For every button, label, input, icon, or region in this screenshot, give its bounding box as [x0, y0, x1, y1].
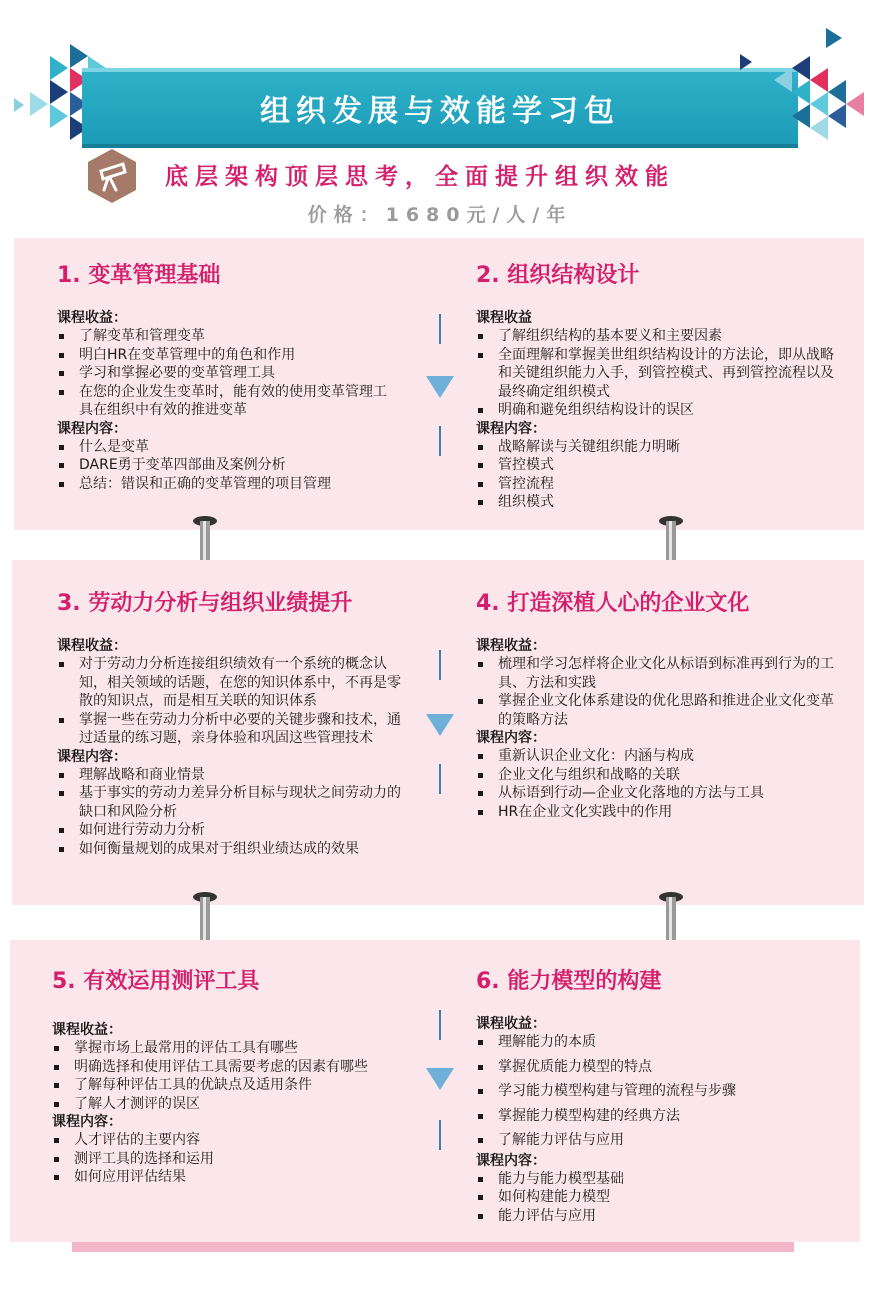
list-item: 管控流程	[476, 475, 838, 494]
benefits-list	[476, 327, 838, 420]
list-item: 基于事实的劳动力差异分析目标与现状之间劳动力的缺口和风险分析	[57, 784, 409, 821]
benefits-list	[52, 1039, 412, 1113]
content-list	[52, 1131, 412, 1187]
list-item: 能力与能力模型基础	[476, 1170, 838, 1189]
module-2	[476, 258, 838, 512]
benefits-label: 课程收益：	[57, 638, 127, 654]
list-item: 总结：错误和正确的变革管理的项目管理	[57, 475, 392, 494]
right-triangle-pattern-icon	[730, 20, 870, 155]
list-item: 能力评估与应用	[476, 1207, 838, 1226]
content-label: 课程内容：	[476, 730, 546, 746]
list-item: 组织模式	[476, 493, 838, 512]
list-item: 掌握能力模型构建的经典方法	[476, 1107, 838, 1126]
list-item: 全面理解和掌握美世组织结构设计的方法论，即从战略和关键组织能力入手，到管控模式、再到管控流程以及最终确定组织模式	[476, 346, 838, 402]
benefits-label: 课程收益：	[52, 1022, 122, 1038]
content-label: 课程内容：	[57, 420, 127, 437]
list-item: 从标语到行动—企业文化落地的方法与工具	[476, 784, 838, 803]
list-item: 了解人才测评的误区	[52, 1095, 412, 1114]
telescope-icon	[84, 148, 140, 204]
list-item: 梳理和学习怎样将企业文化从标语到标准再到行为的工具、方法和实践	[476, 655, 838, 692]
module-title: 6. 能力模型的构建	[476, 969, 662, 994]
content-label: 课程内容：	[476, 420, 546, 437]
list-item: DARE勇于变革四部曲及案例分析	[57, 456, 392, 475]
benefits-label: 课程收益：	[476, 1016, 546, 1032]
list-item: 如何应用评估结果	[52, 1168, 412, 1187]
list-item: 重新认识企业文化：内涵与构成	[476, 747, 838, 766]
content-list	[476, 438, 838, 512]
benefits-list	[476, 655, 838, 729]
list-item: 在您的企业发生变革时，能有效的使用变革管理工具在组织中有效的推进变革	[57, 383, 392, 420]
list-item: 明确和避免组织结构设计的误区	[476, 401, 838, 420]
list-item: 如何衡量规划的成果对于组织业绩达成的效果	[57, 840, 409, 859]
module-title: 1. 变革管理基础	[57, 263, 221, 288]
list-item: 战略解读与关键组织能力明晰	[476, 438, 838, 457]
content-list	[476, 747, 838, 821]
list-item: 了解能力评估与应用	[476, 1131, 838, 1150]
content-list	[476, 1170, 838, 1226]
list-item: 管控模式	[476, 456, 838, 475]
header-banner	[0, 0, 880, 150]
price-text: 价格：1680元/人/年	[307, 204, 573, 226]
list-item: 掌握优质能力模型的特点	[476, 1058, 838, 1077]
list-item: 掌握市场上最常用的评估工具有哪些	[52, 1039, 412, 1058]
title-banner	[82, 68, 798, 148]
column-divider	[439, 426, 441, 456]
down-arrow-icon	[426, 714, 454, 736]
page-title: 组织发展与效能学习包	[260, 94, 620, 129]
module-title: 3. 劳动力分析与组织业绩提升	[57, 591, 353, 616]
list-item: 理解战略和商业情景	[57, 766, 409, 785]
benefits-list	[57, 327, 392, 420]
column-divider	[439, 1120, 441, 1150]
module-6	[476, 964, 838, 1225]
module-3	[57, 586, 409, 858]
module-title: 2. 组织结构设计	[476, 263, 640, 288]
module-5	[52, 964, 412, 1187]
content-label: 课程内容：	[476, 1152, 546, 1169]
down-arrow-icon	[426, 1068, 454, 1090]
list-item: 理解能力的本质	[476, 1033, 838, 1052]
list-item: 测评工具的选择和运用	[52, 1150, 412, 1169]
list-item: 明白HR在变革管理中的角色和作用	[57, 346, 392, 365]
column-divider	[439, 314, 441, 344]
benefits-label: 课程收益	[476, 310, 532, 326]
list-item: 如何进行劳动力分析	[57, 821, 409, 840]
benefits-list	[476, 1033, 838, 1150]
list-item: 明确选择和使用评估工具需要考虑的因素有哪些	[52, 1058, 412, 1077]
list-item: 学习和掌握必要的变革管理工具	[57, 364, 392, 383]
column-divider	[439, 1010, 441, 1040]
content-label: 课程内容：	[57, 748, 127, 765]
content-list	[57, 766, 409, 859]
list-item: 什么是变革	[57, 438, 392, 457]
column-divider	[439, 764, 441, 794]
list-item: 掌握企业文化体系建设的优化思路和推进企业文化变革的策略方法	[476, 692, 838, 729]
module-title: 4. 打造深植人心的企业文化	[476, 591, 750, 616]
list-item: 企业文化与组织和战略的关联	[476, 766, 838, 785]
benefits-label: 课程收益：	[57, 310, 127, 326]
module-1	[57, 258, 392, 493]
benefits-label: 课程收益：	[476, 638, 546, 654]
module-4	[476, 586, 838, 821]
list-item: 对于劳动力分析连接组织绩效有一个系统的概念认知，相关领域的话题，在您的知识体系中，不再是零散的知识点，而是相互关联的知识体系	[57, 655, 409, 711]
down-arrow-icon	[426, 376, 454, 398]
list-item: 了解变革和管理变革	[57, 327, 392, 346]
list-item: 人才评估的主要内容	[52, 1131, 412, 1150]
content-label: 课程内容：	[52, 1114, 122, 1130]
footer-bar	[72, 1242, 794, 1252]
module-title: 5. 有效运用测评工具	[52, 969, 260, 994]
page-subtitle: 底层架构顶层思考，全面提升组织效能	[165, 164, 675, 190]
benefits-list	[57, 655, 409, 748]
list-item: 掌握一些在劳动力分析中必要的关键步骤和技术，通过适量的练习题，亲身体验和巩固这些管理技术	[57, 711, 409, 748]
content-list	[57, 438, 392, 494]
list-item: 了解每种评估工具的优缺点及适用条件	[52, 1076, 412, 1095]
list-item: 学习能力模型构建与管理的流程与步骤	[476, 1082, 838, 1101]
list-item: 如何构建能力模型	[476, 1188, 838, 1207]
list-item: HR在企业文化实践中的作用	[476, 803, 838, 822]
list-item: 了解组织结构的基本要义和主要因素	[476, 327, 838, 346]
column-divider	[439, 650, 441, 680]
